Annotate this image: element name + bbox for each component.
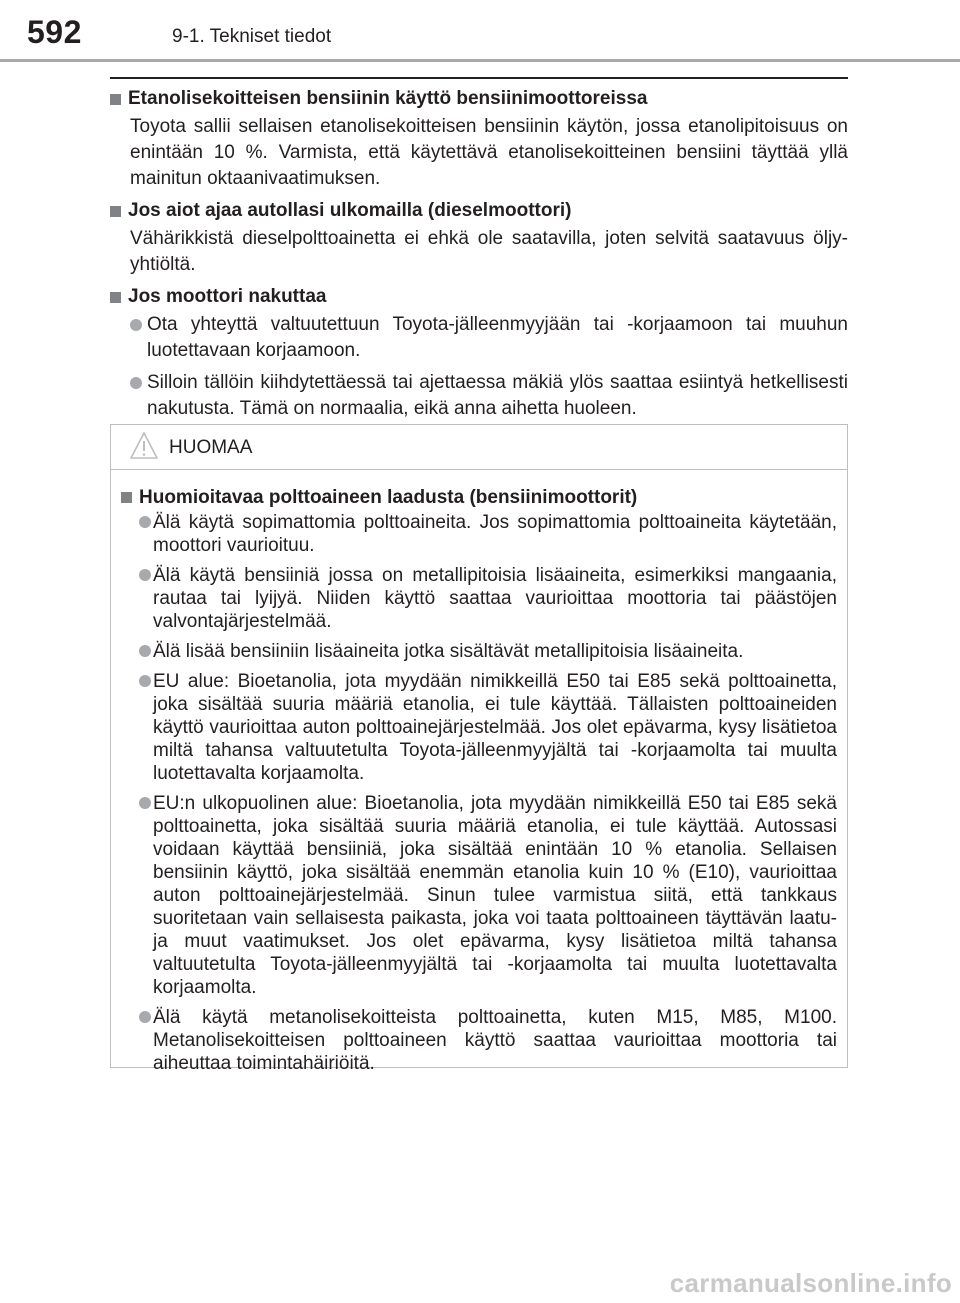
list-item bbox=[110, 312, 848, 364]
list-item bbox=[121, 640, 837, 663]
list-item bbox=[121, 511, 837, 557]
section-heading bbox=[110, 86, 848, 112]
notice-header bbox=[111, 425, 847, 470]
circle-bullet-icon bbox=[130, 377, 142, 389]
section-heading-text: Jos moottori nakuttaa bbox=[128, 286, 327, 307]
notice-heading bbox=[121, 486, 837, 509]
list-item bbox=[110, 370, 848, 422]
list-item-text: Älä käytä bensiiniä jossa on metallipitoisia lisäaineita, esimerkiksi mangaania, rautaa tai lyijyä. Niiden käyttö saattaa vaurioittaa moottoria tai päästöjen valvontajärjestelmää. bbox=[153, 565, 837, 632]
list-item-text: Älä lisää bensiiniin lisäaineita jotka sisältävät metallipitoisia lisäaineita. bbox=[153, 641, 744, 662]
list-item bbox=[121, 1006, 837, 1075]
watermark: carmanualsonline.info bbox=[669, 1268, 952, 1298]
chapter-title: 9-1. Tekniset tiedot bbox=[172, 26, 332, 47]
section-paragraph: Vähärikkistä dieselpolttoainetta ei ehkä ole saatavilla, joten selvitä saatavuus öljy-yhtiöltä. bbox=[130, 228, 848, 275]
header-rule bbox=[0, 59, 960, 62]
section-heading-text: Jos aiot ajaa autollasi ulkomailla (dieselmoottori) bbox=[128, 200, 572, 221]
content-top-rule bbox=[110, 77, 848, 79]
main-content bbox=[110, 86, 848, 428]
circle-bullet-icon bbox=[139, 675, 151, 687]
square-bullet-icon bbox=[110, 292, 121, 303]
page-number: 592 bbox=[27, 14, 82, 50]
notice-body bbox=[111, 470, 847, 1075]
section-paragraph: Toyota sallii sellaisen etanolisekoitteisen bensiinin käytön, jossa etanolipitoisuus on enintään 10 %. Varmista, että käytettävä etanolisekoitteinen bensiini täyttää yllä mainitun oktaanivaatimuksen. bbox=[130, 116, 848, 189]
section-heading bbox=[110, 198, 848, 224]
list-item-text: EU:n ulkopuolinen alue: Bioetanolia, jota myydään nimikkeillä E50 tai E85 sekä polttoainetta, joka sisältää suuria määriä etanolia, ei tule käyttää. Autossasi voidaan käyttää bensiiniä, joka sisältää enintään 10 % etanolia. Sellaisen bensiinin käyttö, joka sisältää enemmän etanolia kuin 10 % (E10), vaurioittaa auton polttoainejärjestelmää. Sinun tulee varmistua siitä, että tankkaus suoritetaan vain sellaisesta paikasta, joka voi taata polttoaineen täyttävän laatu- ja muut vaatimukset. Jos olet epävarma, kysy lisätietoa miltä tahansa valtuutetulta Toyota-jälleenmyyjältä tai -korjaamolta tai muulta luotettavalta korjaamolta. bbox=[153, 793, 837, 998]
circle-bullet-icon bbox=[139, 569, 151, 581]
circle-bullet-icon bbox=[130, 319, 142, 331]
square-bullet-icon bbox=[121, 492, 132, 503]
list-item bbox=[121, 670, 837, 785]
notice-heading-text: Huomioitavaa polttoaineen laadusta (bensiinimoottorit) bbox=[139, 487, 638, 508]
circle-bullet-icon bbox=[139, 797, 151, 809]
square-bullet-icon bbox=[110, 94, 121, 105]
square-bullet-icon bbox=[110, 206, 121, 217]
warning-triangle-icon bbox=[129, 431, 159, 461]
list-item-text: EU alue: Bioetanolia, jota myydään nimikkeillä E50 tai E85 sekä polttoainetta, joka sisältää suuria määriä etanolia, ei tule käyttää. Tällaisten polttoaineiden käyttö vaurioittaa auton polttoainejärjestelmää. Jos olet epävarma, kysy lisätietoa miltä tahansa valtuutetulta Toyota-jälleenmyyjältä tai -korjaamolta tai muulta luotettavalta korjaamolta. bbox=[153, 671, 837, 784]
list-item bbox=[121, 564, 837, 633]
list-item bbox=[121, 792, 837, 999]
circle-bullet-icon bbox=[139, 1011, 151, 1023]
circle-bullet-icon bbox=[139, 516, 151, 528]
notice-label: HUOMAA bbox=[169, 437, 253, 458]
section-abroad bbox=[110, 198, 848, 278]
list-item-text: Älä käytä sopimattomia polttoaineita. Jos sopimattomia polttoaineita käytetään, moottori vaurioituu. bbox=[153, 512, 837, 556]
section-heading-text: Etanolisekoitteisen bensiinin käyttö bensiinimoottoreissa bbox=[128, 88, 648, 109]
circle-bullet-icon bbox=[139, 645, 151, 657]
list-item-text: Älä käytä metanolisekoitteista polttoainetta, kuten M15, M85, M100. Metanolisekoitteisen polttoaineen käyttö saattaa vaurioittaa moottoria tai aiheuttaa toimintahäiriöitä. bbox=[153, 1007, 837, 1074]
section-ethanol bbox=[110, 86, 848, 192]
notice-box bbox=[110, 424, 848, 1074]
section-heading bbox=[110, 284, 848, 310]
list-item-text: Silloin tällöin kiihdytettäessä tai ajettaessa mäkiä ylös saattaa esiintyä hetkellisesti nakutusta. Tämä on normaalia, eikä anna aihetta huoleen. bbox=[147, 372, 848, 419]
list-item-text: Ota yhteyttä valtuutettuun Toyota-jälleenmyyjään tai -korjaamoon tai muuhun luotettavaan korjaamoon. bbox=[147, 314, 848, 361]
section-knocking bbox=[110, 284, 848, 422]
